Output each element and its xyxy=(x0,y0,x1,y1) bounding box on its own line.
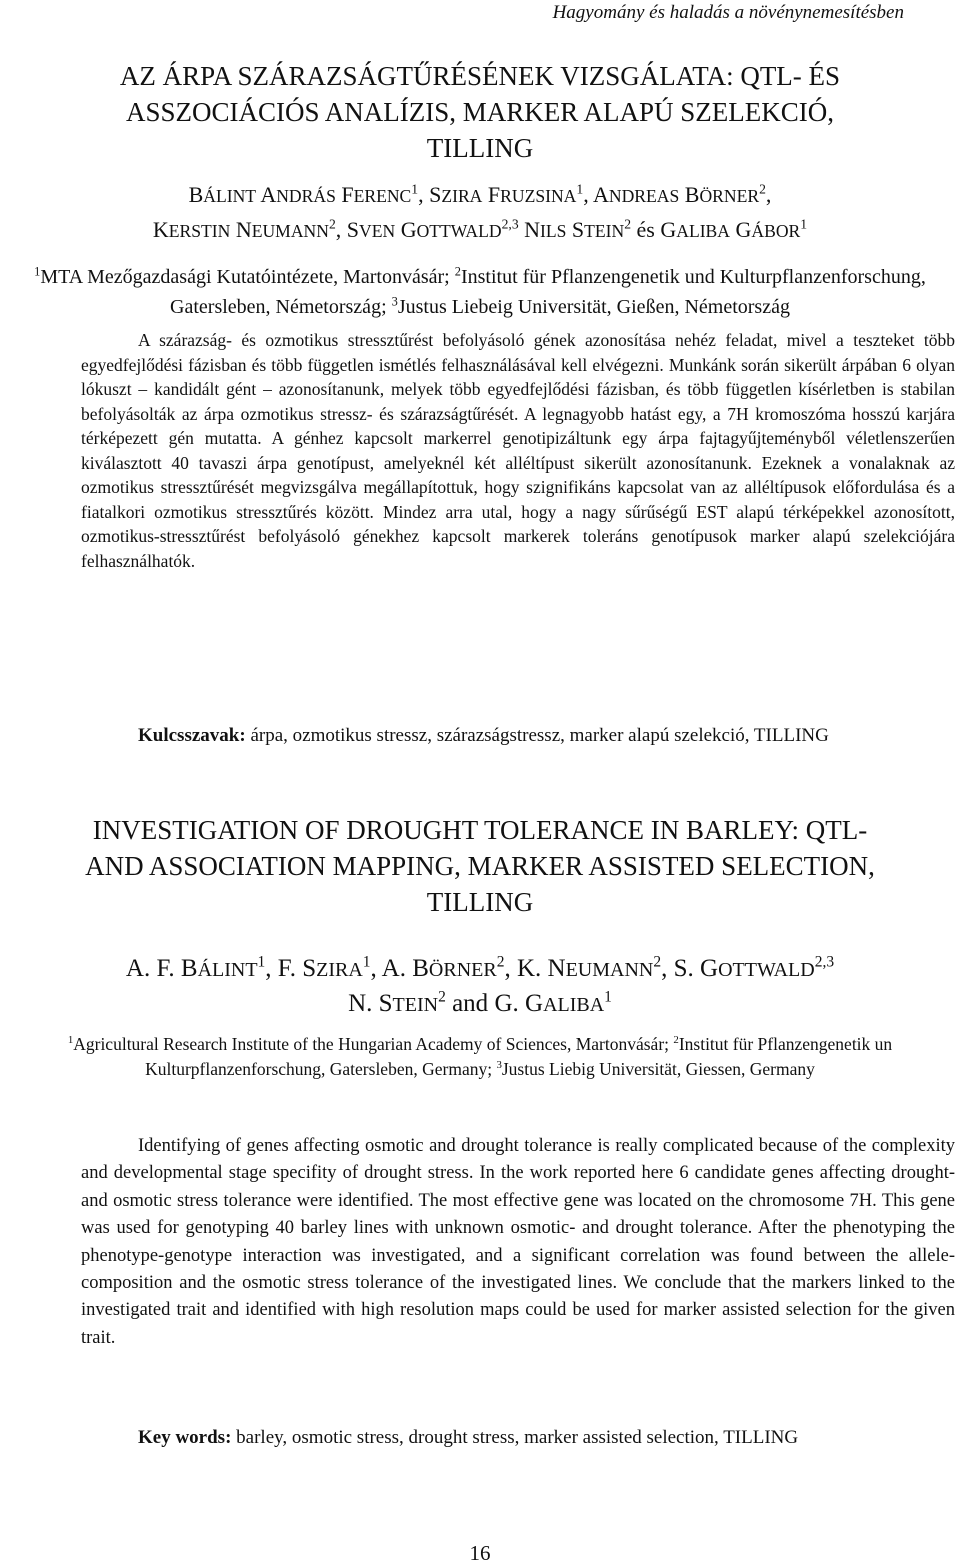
hungarian-title xyxy=(30,58,930,166)
english-title-line: TILLING xyxy=(426,887,534,917)
keywords-label: Kulcsszavak: xyxy=(138,725,246,746)
author-name: KERSTIN NEUMANN$^2$, xyxy=(152,216,347,242)
keywords-text: barley, osmotic stress, drought stress, marker assisted selection, TILLING xyxy=(231,1427,799,1448)
english-authors xyxy=(30,952,930,1022)
hungarian-keywords xyxy=(81,722,955,749)
author-name: SVEN GOTTWALD$^{2,3}$ xyxy=(346,216,519,242)
english-keywords xyxy=(81,1424,955,1451)
keywords-label: Key words: xyxy=(138,1427,232,1448)
english-title-line: AND ASSOCIATION MAPPING, MARKER ASSISTED SELECTION, xyxy=(85,851,875,881)
hungarian-abstract: A szárazság- és ozmotikus stressztűrést befolyásoló gének azonosítása nehéz feladat, mivel a teszteket több egyedfejlődési fázisban és több független ismétlés felhasználásával kell elvégezni. Munkánk során sikerült árpában 6 olyan lókuszt – kandidált gént – azonosítanunk, melyek több egyedfejlődési fázisban, és több független kísérletben is stabilan befolyásolták az árpa ozmotikus stressz- és szárazságtűrését. A legnagyobb hatást egy, a 7H kromoszóma hosszú karjára térképezett gén mutatta. A génhez kapcsolt markerrel genotipizáltunk egy árpa fajtagyűjteményből véletlenszerűen kiválasztott 40 tavaszi árpa genotípust, amelyeknél két alléltípust sikerült azonosítanunk. Ezeknek a vonalaknak az ozmotikus stressztűrését megvizsgálva megállapítottuk, hogy szignifikáns kapcsolat van az alléltípusok előfordulása és a fiatalkori ozmotikus stressztűrés között. Mindez arra utal, hogy a nagy sűrűségű EST alapú térképekkel azonosított, ozmotikus-stressztűrést befolyásoló génekhez kapcsolt markerek toleráns genotípusok marker alapú szelekciójára felhasználhatók. xyxy=(81,330,955,571)
keywords-text: árpa, ozmotikus stressz, szárazságstressz, marker alapú szelekció, TILLING xyxy=(245,725,829,746)
hungarian-title-line: ASSZOCIÁCIÓS ANALÍZIS, MARKER ALAPÚ SZELEKCIÓ, xyxy=(125,97,835,127)
hungarian-affiliation: $^1$MTA Mezőgazdasági Kutatóintézete, Martonvásár; $^2$Institut für Pflanzengenetik und Kulturpflanzenforschung, Gatersleben, Németország; $^3$Justus Liebeig Universität, Gießen, Németország xyxy=(34,264,926,318)
author-name: A. F. BÁLINT$^1$, xyxy=(125,953,278,982)
hungarian-title-line: TILLING xyxy=(426,133,534,163)
english-abstract: Identifying of genes affecting osmotic and drought tolerance is really complicated because of the complexity and developmental stage specifity of drought stress. In the work reported here 6 candidate genes affecting drought- and osmotic stress tolerance were identified. The most effective gene was located on the chromosome 7H. This gene was used for genotyping 40 barley lines with unknown osmotic- and drought tolerance. After the phenotyping the phenotype-genotype interaction was investigated, and a significant correlation was found between the allele-composition and the osmotic stress tolerance of the investigated lines. We conclude that the markers linked to the investigated trait and identified with high resolution maps could be used for marker assisted selection for the given trait. xyxy=(81,1136,955,1348)
hungarian-title-line: AZ ÁRPA SZÁRAZSÁGTŰRÉSÉNEK VIZSGÁLATA: QTL- ÉS xyxy=(119,61,841,91)
english-title xyxy=(30,812,930,920)
hungarian-authors xyxy=(30,178,930,248)
author-name: NILS STEIN$^2$ és xyxy=(524,216,661,242)
page-number: 16 xyxy=(469,1541,491,1565)
english-title-line: INVESTIGATION OF DROUGHT TOLERANCE IN BARLEY: QTL- xyxy=(92,815,868,845)
author-name: K. NEUMANN$^2$, xyxy=(516,953,674,982)
author-name: F. SZIRA$^1$, xyxy=(277,953,382,982)
author-name: ANDREAS BÖRNER$^2$, xyxy=(593,181,772,207)
author-name: SZIRA FRUZSINA$^1$, xyxy=(429,181,593,207)
author-name: S. GOTTWALD$^{2,3}$ xyxy=(673,953,835,982)
running-title: Hagyomány és haladás a növénynemesítésben xyxy=(552,2,904,23)
author-name: A. BÖRNER$^2$, xyxy=(381,953,517,982)
author-name: GALIBA GÁBOR$^1$ xyxy=(660,216,808,242)
author-name: BÁLINT ANDRÁS FERENC$^1$, xyxy=(188,181,430,207)
running-header xyxy=(0,0,960,26)
english-affiliation: $^1$Agricultural Research Institute of the Hungarian Academy of Sciences, Martonvásár; $^2$Institut für Pflanzengenetik un Kulturpflanzenforschung, Gatersleben, Germany; $^3$Justus Liebig Universität, Giessen, Germany xyxy=(67,1034,893,1079)
author-name: N. STEIN$^2$ and xyxy=(348,988,495,1017)
author-name: G. GALIBA$^1$ xyxy=(494,988,612,1017)
